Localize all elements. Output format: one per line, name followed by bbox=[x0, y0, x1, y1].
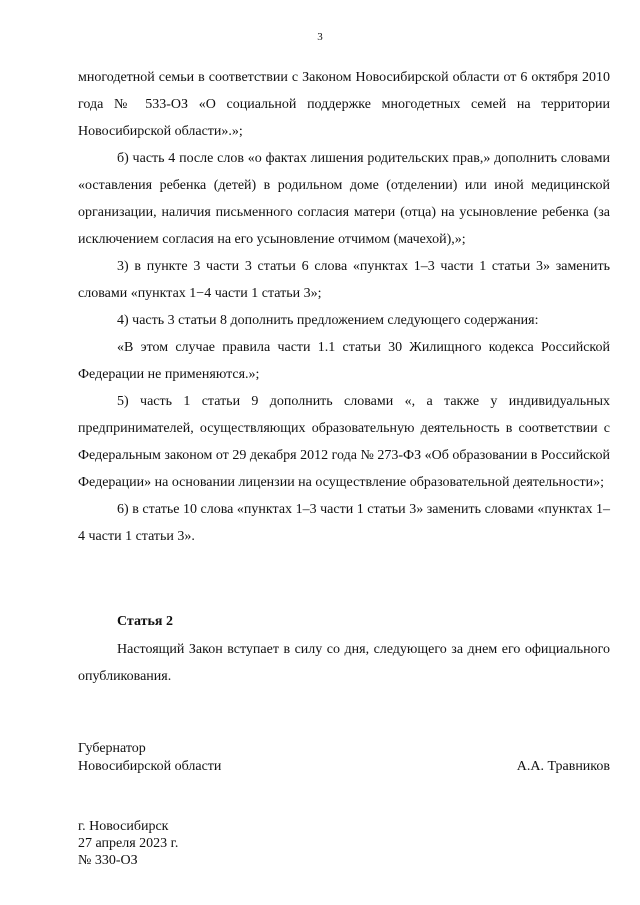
footer-number: № 330-ОЗ bbox=[78, 853, 138, 868]
footer-city: г. Новосибирск bbox=[78, 819, 169, 834]
paragraph-quote: «В этом случае правила части 1.1 статьи 30 Жилищного кодекса Российской Федерации не применяются.»; bbox=[78, 340, 610, 382]
paragraph-item-5: 5) часть 1 статьи 9 дополнить словами «, а также у индивидуальных предпринимателей, осуществляющих образовательную деятельность в соответствии с Федеральным законом от 29 декабря 2012 года № 273-ФЗ «Об образовании в Российской Федерации» на основании лицензии на осуществление образовательной деятельности»; bbox=[78, 394, 610, 490]
page-number: 3 bbox=[317, 31, 323, 43]
signature-title-line1: Губернатор bbox=[78, 741, 146, 756]
paragraph-item-4: 4) часть 3 статьи 8 дополнить предложением следующего содержания: bbox=[117, 313, 539, 328]
signature-name: А.А. Травников bbox=[516, 759, 610, 774]
paragraph-item-b: б) часть 4 после слов «о фактах лишения родительских прав,» дополнить словами «оставления ребенка (детей) в родильном доме (отделении) или иной медицинской организации, наличия письменного согласия матери (отца) на усыновление ребенка (за исключением согласия на его усыновление отчимом (мачехой),»; bbox=[78, 151, 610, 247]
signature-block bbox=[78, 740, 610, 776]
document-body bbox=[78, 64, 610, 550]
article-body bbox=[78, 636, 610, 690]
paragraph-continuation: многодетной семьи в соответствии с Законом Новосибирской области от 6 октября 2010 года № 533-ОЗ «О социальной поддержке многодетных семей на территории Новосибирской области».»; bbox=[78, 70, 610, 139]
paragraph-item-6: 6) в статье 10 слова «пунктах 1–3 части 1 статьи 3» заменить словами «пунктах 1–4 части 1 статьи 3». bbox=[78, 502, 610, 544]
document-footer bbox=[78, 818, 178, 869]
article-heading: Статья 2 bbox=[117, 614, 173, 629]
footer-date: 27 апреля 2023 г. bbox=[78, 836, 179, 851]
signature-title-line2: Новосибирской области bbox=[78, 759, 222, 774]
article-paragraph: Настоящий Закон вступает в силу со дня, следующего за днем его официального опубликования. bbox=[78, 642, 610, 684]
paragraph-item-3: 3) в пункте 3 части 3 статьи 6 слова «пунктах 1–3 части 1 статьи 3» заменить словами «пунктах 1−4 части 1 статьи 3»; bbox=[78, 259, 610, 301]
